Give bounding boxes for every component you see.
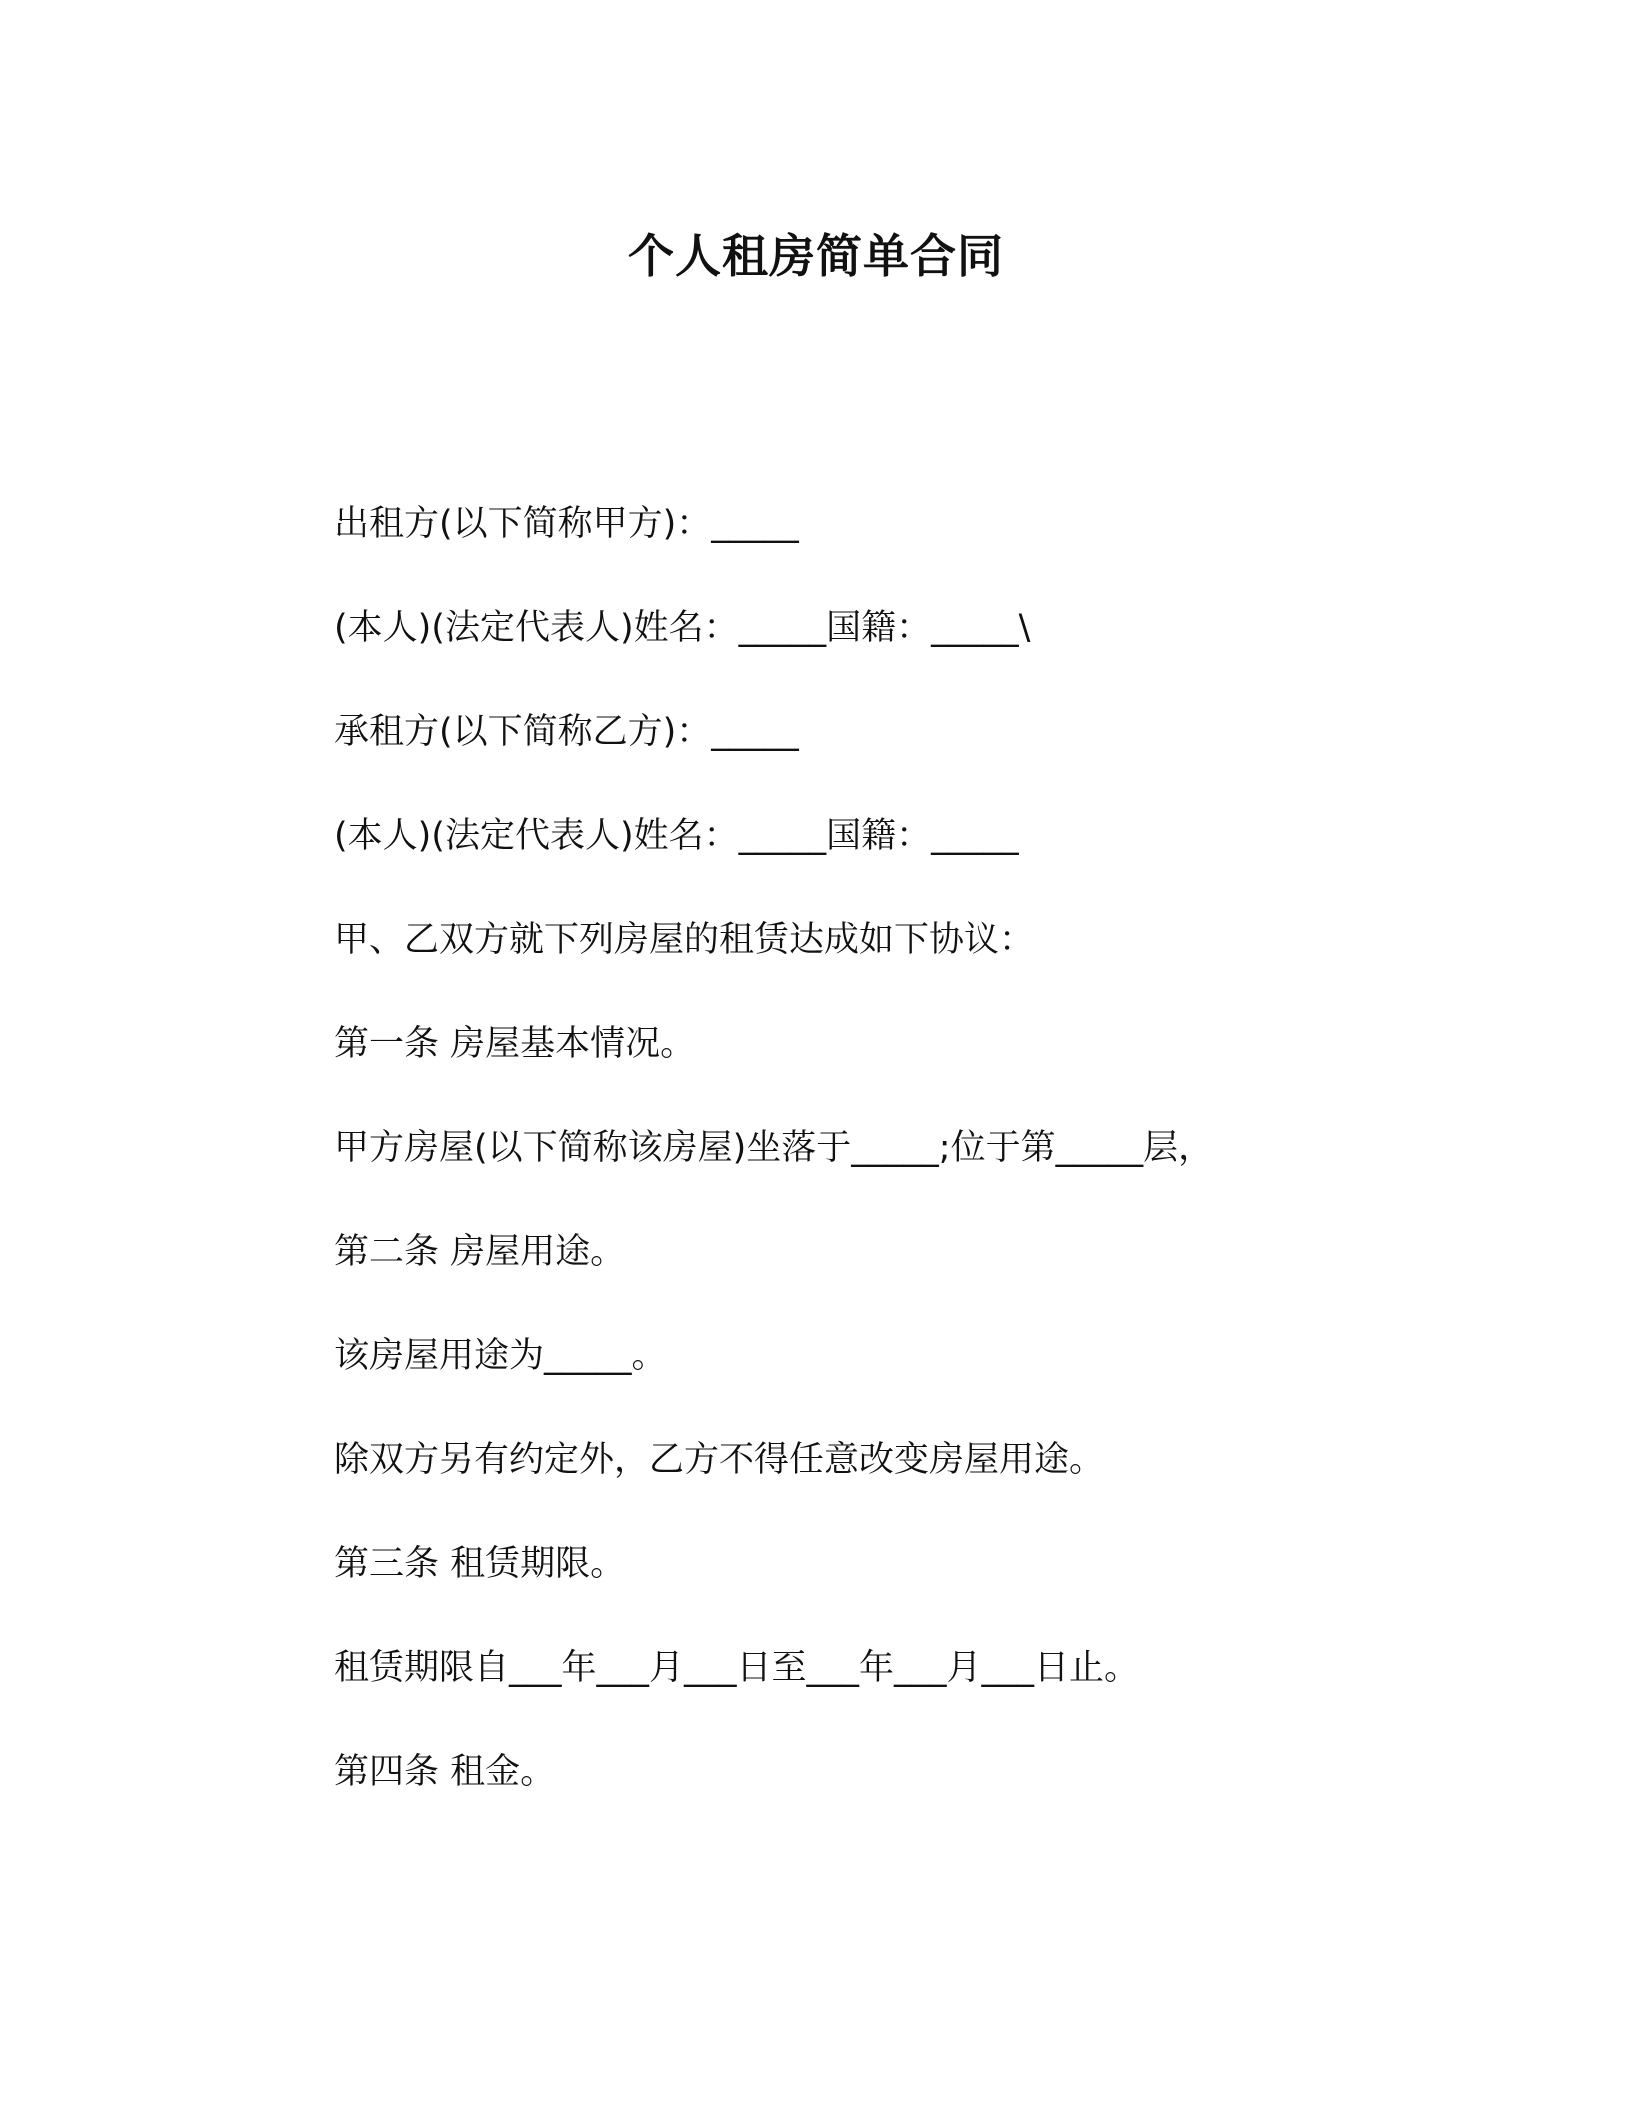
lessor-name-nationality-line: (本人)(法定代表人)姓名：_____国籍：_____\: [334, 608, 1031, 648]
lessor-line: 出租方(以下简称甲方)：_____: [334, 504, 799, 544]
article-1-text: 甲方房屋(以下简称该房屋)坐落于_____;位于第_____层，: [334, 1128, 1214, 1168]
article-2-heading: 第二条 房屋用途。: [334, 1232, 626, 1272]
article-1-heading: 第一条 房屋基本情况。: [334, 1024, 696, 1064]
lessee-line: 承租方(以下简称乙方)：_____: [334, 712, 799, 752]
document-title: 个人租房简单合同: [628, 229, 1004, 283]
document-body: [334, 488, 1434, 1840]
lessee-name-nationality-line: (本人)(法定代表人)姓名：_____国籍：_____: [334, 816, 1019, 856]
article-3-heading: 第三条 租赁期限。: [334, 1544, 626, 1584]
article-4-heading: 第四条 租金。: [334, 1752, 556, 1792]
article-3-text: 租赁期限自___年___月___日至___年___月___日止。: [334, 1648, 1140, 1688]
article-2-text: 该房屋用途为_____。: [334, 1336, 667, 1376]
agreement-intro-line: 甲、乙双方就下列房屋的租赁达成如下协议：: [334, 920, 1035, 960]
article-2-restriction: 除双方另有约定外，乙方不得任意改变房屋用途。: [334, 1440, 1105, 1480]
